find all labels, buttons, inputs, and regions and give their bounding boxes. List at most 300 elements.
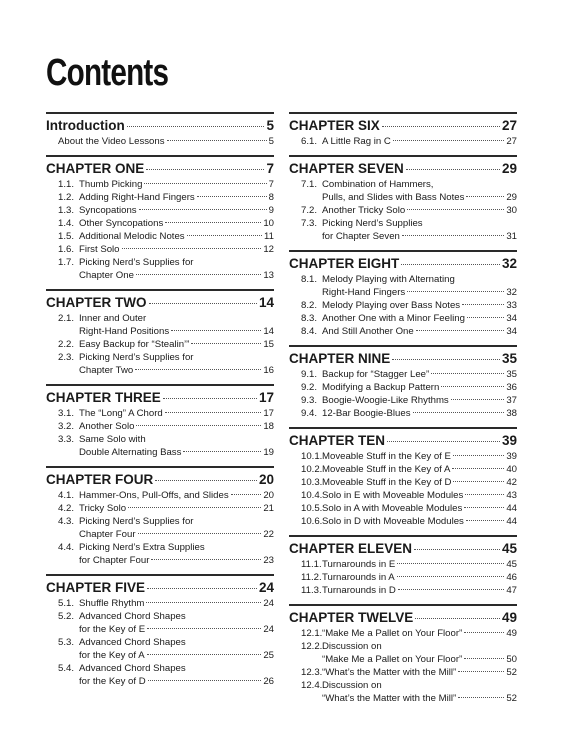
entry-number: 10.1.	[301, 451, 323, 462]
dot-leader	[165, 412, 262, 413]
entry-title: Pulls, and Slides with Bass Notes	[322, 192, 465, 203]
entry-title: Advanced Chord Shapes	[79, 611, 186, 622]
toc-entry[interactable]	[46, 623, 274, 636]
chapter-heading[interactable]	[289, 540, 517, 557]
entry-title: Combination of Hammers,	[322, 179, 434, 190]
toc-entry[interactable]	[289, 273, 517, 286]
toc-section	[46, 112, 274, 148]
entry-number: 3.3.	[58, 434, 75, 445]
entry-number: 2.1.	[58, 313, 75, 324]
entry-number: 8.1.	[301, 274, 318, 285]
toc-entry[interactable]	[46, 217, 274, 230]
entry-title: “What’s the Matter with the Mill”	[322, 693, 457, 704]
entry-page-number: 52	[506, 693, 517, 704]
entry-title: First Solo	[79, 244, 120, 255]
entry-title: Adding Right-Hand Fingers	[79, 192, 195, 203]
dot-leader	[135, 369, 261, 370]
entry-page-number: 15	[263, 339, 274, 350]
dot-leader	[462, 304, 504, 305]
entry-page-number: 50	[506, 654, 517, 665]
toc-section	[289, 427, 517, 528]
toc-entry[interactable]	[46, 675, 274, 688]
dot-leader	[139, 209, 267, 210]
toc-entry[interactable]	[46, 662, 274, 675]
entry-page-number: 5	[268, 136, 274, 147]
entry-page-number: 30	[506, 205, 517, 216]
dot-leader	[458, 697, 504, 698]
dot-leader	[147, 588, 257, 589]
entry-page-number: 40	[506, 464, 517, 475]
entry-number: 10.6.	[301, 516, 323, 527]
entry-number: 7.1.	[301, 179, 318, 190]
dot-leader	[453, 481, 504, 482]
toc-entry[interactable]	[46, 230, 274, 243]
toc-entry[interactable]	[46, 312, 274, 325]
entry-title: Another One with a Minor Feeling	[322, 313, 465, 324]
entry-page-number: 17	[263, 408, 274, 419]
entry-page-number: 37	[506, 395, 517, 406]
dot-leader	[146, 602, 261, 603]
entry-title: Shuffle Rhythm	[79, 598, 145, 609]
toc-entry[interactable]	[289, 584, 517, 597]
entry-page-number: 31	[506, 231, 517, 242]
entry-title: Turnarounds in D	[322, 585, 396, 596]
entry-title: for the Key of E	[79, 624, 146, 635]
toc-entry[interactable]	[289, 653, 517, 666]
chapter-title: CHAPTER TWELVE	[289, 610, 414, 625]
entry-number: 11.3.	[301, 585, 322, 596]
entry-page-number: 9	[268, 205, 274, 216]
toc-entry[interactable]	[46, 243, 274, 256]
entry-page-number: 11	[264, 231, 274, 242]
entry-page-number: 19	[263, 447, 274, 458]
chapter-heading[interactable]	[289, 255, 517, 272]
toc-entry[interactable]	[289, 230, 517, 243]
entry-title: for Chapter Seven	[322, 231, 400, 242]
entry-page-number: 47	[506, 585, 517, 596]
entry-title: Picking Nerd’s Extra Supplies	[79, 542, 205, 553]
entry-page-number: 52	[506, 667, 517, 678]
entry-page-number: 18	[263, 421, 274, 432]
dot-leader	[397, 563, 504, 564]
dot-leader	[464, 658, 504, 659]
entry-number: 3.1.	[58, 408, 75, 419]
entry-title: A Little Rag in C	[322, 136, 391, 147]
chapter-page-number: 27	[501, 118, 517, 133]
dot-leader	[464, 632, 504, 633]
dot-leader	[466, 520, 504, 521]
entry-title: The “Long” A Chord	[79, 408, 163, 419]
entry-page-number: 45	[506, 559, 517, 570]
chapter-page-number: 17	[258, 390, 274, 405]
entry-title: Boogie-Woogie-Like Rhythms	[322, 395, 449, 406]
dot-leader	[393, 140, 505, 141]
dot-leader	[165, 222, 261, 223]
toc-entry[interactable]	[289, 502, 517, 515]
entry-number: 1.7.	[58, 257, 75, 268]
toc-entry[interactable]	[46, 541, 274, 554]
chapter-page-number: 49	[501, 610, 517, 625]
entry-number: 4.2.	[58, 503, 75, 514]
entry-page-number: 7	[268, 179, 274, 190]
entry-number: 9.3.	[301, 395, 318, 406]
dot-leader	[128, 507, 261, 508]
dot-leader	[397, 576, 505, 577]
entry-title: Hammer-Ons, Pull-Offs, and Slides	[79, 490, 229, 501]
entry-title: Inner and Outer	[79, 313, 147, 324]
entry-title: Moveable Stuff in the Key of A	[322, 464, 451, 475]
dot-leader	[413, 412, 505, 413]
chapter-heading[interactable]	[289, 117, 517, 134]
chapter-title: CHAPTER SEVEN	[289, 161, 404, 176]
dot-leader	[148, 680, 262, 681]
entry-title: Right-Hand Fingers	[322, 287, 406, 298]
toc-entry[interactable]	[46, 191, 274, 204]
toc-entry[interactable]	[289, 299, 517, 312]
toc-entry[interactable]	[289, 463, 517, 476]
dot-leader	[138, 533, 262, 534]
entry-title: Solo in E with Moveable Modules	[322, 490, 464, 501]
entry-title: Another Tricky Solo	[322, 205, 406, 216]
entry-title: Thumb Picking	[79, 179, 143, 190]
entry-title: Modifying a Backup Pattern	[322, 382, 440, 393]
chapter-title: CHAPTER TEN	[289, 433, 386, 448]
chapter-page-number: 7	[266, 161, 274, 176]
chapter-page-number: 20	[258, 472, 274, 487]
chapter-title: CHAPTER NINE	[289, 351, 391, 366]
toc-entry[interactable]	[289, 381, 517, 394]
toc-entry[interactable]	[289, 191, 517, 204]
entry-number: 3.2.	[58, 421, 75, 432]
entry-title: Advanced Chord Shapes	[79, 663, 186, 674]
entry-title: “Make Me a Pallet on Your Floor”	[322, 628, 463, 639]
chapter-heading[interactable]	[46, 160, 274, 177]
toc-entry[interactable]	[289, 489, 517, 502]
entry-number: 5.1.	[58, 598, 75, 609]
toc-section	[289, 345, 517, 420]
entry-number: 12.1.	[301, 628, 323, 639]
toc-entry[interactable]	[289, 476, 517, 489]
chapter-title: CHAPTER EIGHT	[289, 256, 400, 271]
entry-page-number: 44	[506, 516, 517, 527]
dot-leader	[167, 140, 267, 141]
toc-entry[interactable]	[46, 489, 274, 502]
entry-number: 7.3.	[301, 218, 318, 229]
chapter-heading[interactable]	[46, 294, 274, 311]
entry-title: Right-Hand Positions	[79, 326, 170, 337]
entry-page-number: 49	[506, 628, 517, 639]
chapter-title: Introduction	[46, 118, 125, 133]
dot-leader	[163, 398, 257, 399]
dot-leader	[151, 559, 261, 560]
dot-leader	[187, 235, 262, 236]
entry-page-number: 14	[263, 326, 274, 337]
toc-entry[interactable]	[289, 394, 517, 407]
entry-page-number: 21	[263, 503, 274, 514]
chapter-title: CHAPTER TWO	[46, 295, 147, 310]
entry-page-number: 43	[506, 490, 517, 501]
dot-leader	[453, 455, 504, 456]
chapter-page-number: 14	[258, 295, 274, 310]
entry-title: 12-Bar Boogie-Blues	[322, 408, 411, 419]
entry-title: Chapter Two	[79, 365, 134, 376]
dot-leader	[191, 343, 261, 344]
dot-leader	[464, 507, 504, 508]
entry-title: Discussion on	[322, 680, 382, 691]
entry-page-number: 27	[506, 136, 517, 147]
chapter-title: CHAPTER FOUR	[46, 472, 154, 487]
entry-title: Picking Nerd’s Supplies for	[79, 516, 194, 527]
dot-leader	[401, 264, 500, 265]
entry-number: 10.4.	[301, 490, 323, 501]
toc-entry[interactable]	[46, 338, 274, 351]
entry-number: 1.3.	[58, 205, 75, 216]
toc-section	[289, 155, 517, 243]
dot-leader	[416, 330, 505, 331]
toc-right-column	[289, 112, 517, 705]
entry-number: 8.2.	[301, 300, 318, 311]
entry-page-number: 26	[263, 676, 274, 687]
entry-number: 5.4.	[58, 663, 75, 674]
entry-number: 2.2.	[58, 339, 75, 350]
entry-number: 9.4.	[301, 408, 318, 419]
entry-number: 8.3.	[301, 313, 318, 324]
entry-title: About the Video Lessons	[58, 136, 165, 147]
toc-entry[interactable]	[289, 286, 517, 299]
toc-entry[interactable]	[289, 666, 517, 679]
entry-page-number: 20	[263, 490, 274, 501]
toc-section	[289, 112, 517, 148]
dot-leader	[231, 494, 262, 495]
dot-leader	[144, 183, 266, 184]
dot-leader	[127, 126, 265, 127]
toc-entry[interactable]	[46, 554, 274, 567]
entry-number: 1.6.	[58, 244, 75, 255]
toc-entry[interactable]	[46, 256, 274, 269]
toc-entry[interactable]	[46, 178, 274, 191]
entry-number: 10.3.	[301, 477, 323, 488]
entry-title: And Still Another One	[322, 326, 414, 337]
toc-entry[interactable]	[46, 433, 274, 446]
toc-entry[interactable]	[46, 204, 274, 217]
entry-page-number: 34	[506, 313, 517, 324]
toc-entry[interactable]	[46, 610, 274, 623]
entry-title: Double Alternating Bass	[79, 447, 182, 458]
chapter-title: CHAPTER ELEVEN	[289, 541, 413, 556]
entry-title: Discussion on	[322, 641, 382, 652]
chapter-heading[interactable]	[46, 471, 274, 488]
chapter-heading[interactable]	[289, 350, 517, 367]
entry-page-number: 36	[506, 382, 517, 393]
toc-section	[289, 604, 517, 705]
toc-entry[interactable]	[46, 597, 274, 610]
dot-leader	[407, 291, 504, 292]
toc-entry[interactable]	[46, 351, 274, 364]
page-title: Contents	[46, 52, 169, 94]
dot-leader	[415, 618, 500, 619]
toc-entry[interactable]	[46, 502, 274, 515]
entry-page-number: 42	[506, 477, 517, 488]
chapter-heading[interactable]	[46, 117, 274, 134]
toc-entry[interactable]	[46, 515, 274, 528]
toc-entry[interactable]	[46, 325, 274, 338]
dot-leader	[387, 441, 500, 442]
toc-entry[interactable]	[46, 420, 274, 433]
entry-page-number: 34	[506, 326, 517, 337]
dot-leader	[441, 386, 504, 387]
entry-number: 11.1.	[301, 559, 322, 570]
chapter-heading[interactable]	[46, 579, 274, 596]
toc-entry[interactable]	[46, 135, 274, 148]
toc-entry[interactable]	[289, 407, 517, 420]
chapter-page-number: 45	[501, 541, 517, 556]
entry-page-number: 29	[506, 192, 517, 203]
dot-leader	[146, 169, 264, 170]
entry-title: for the Key of A	[79, 650, 145, 661]
toc-entry[interactable]	[289, 368, 517, 381]
toc-entry[interactable]	[46, 364, 274, 377]
dot-leader	[458, 671, 504, 672]
entry-title: “Make Me a Pallet on Your Floor”	[322, 654, 463, 665]
toc-section	[46, 466, 274, 567]
dot-leader	[122, 248, 262, 249]
entry-title: Advanced Chord Shapes	[79, 637, 186, 648]
entry-number: 1.5.	[58, 231, 75, 242]
entry-page-number: 39	[506, 451, 517, 462]
entry-page-number: 10	[263, 218, 274, 229]
toc-entry[interactable]	[289, 204, 517, 217]
entry-page-number: 46	[506, 572, 517, 583]
chapter-page-number: 5	[266, 118, 274, 133]
chapter-page-number: 35	[501, 351, 517, 366]
chapter-page-number: 29	[501, 161, 517, 176]
toc-entry[interactable]	[289, 558, 517, 571]
dot-leader	[466, 196, 504, 197]
chapter-title: CHAPTER THREE	[46, 390, 161, 405]
entry-title: Backup for “Stagger Lee”	[322, 369, 430, 380]
dot-leader	[398, 589, 505, 590]
chapter-heading[interactable]	[46, 389, 274, 406]
toc-left-column	[46, 112, 274, 688]
toc-section	[289, 535, 517, 597]
toc-entry[interactable]	[289, 627, 517, 640]
toc-entry[interactable]	[46, 407, 274, 420]
toc-entry[interactable]	[46, 636, 274, 649]
entry-title: Turnarounds in A	[322, 572, 395, 583]
entry-number: 4.4.	[58, 542, 75, 553]
dot-leader	[407, 209, 504, 210]
entry-page-number: 44	[506, 503, 517, 514]
dot-leader	[147, 654, 262, 655]
dot-leader	[467, 317, 504, 318]
entry-page-number: 38	[506, 408, 517, 419]
entry-number: 7.2.	[301, 205, 318, 216]
dot-leader	[452, 468, 504, 469]
chapter-heading[interactable]	[289, 609, 517, 626]
entry-title: for the Key of D	[79, 676, 146, 687]
dot-leader	[136, 425, 261, 426]
dot-leader	[392, 359, 500, 360]
entry-number: 5.2.	[58, 611, 75, 622]
chapter-title: CHAPTER FIVE	[46, 580, 146, 595]
toc-entry[interactable]	[289, 217, 517, 230]
entry-number: 9.2.	[301, 382, 318, 393]
toc-entry[interactable]	[289, 640, 517, 653]
entry-number: 12.2.	[301, 641, 323, 652]
entry-title: Another Solo	[79, 421, 135, 432]
chapter-heading[interactable]	[289, 432, 517, 449]
dot-leader	[197, 196, 267, 197]
dot-leader	[382, 126, 500, 127]
entry-page-number: 12	[263, 244, 274, 255]
toc-entry[interactable]	[289, 515, 517, 528]
toc-section	[46, 384, 274, 459]
chapter-page-number: 32	[501, 256, 517, 271]
toc-entry[interactable]	[289, 571, 517, 584]
entry-page-number: 16	[263, 365, 274, 376]
entry-number: 5.3.	[58, 637, 75, 648]
entry-title: Solo in A with Moveable Modules	[322, 503, 463, 514]
entry-page-number: 8	[268, 192, 274, 203]
entry-title: Syncopations	[79, 205, 137, 216]
entry-title: “What’s the Matter with the Mill”	[322, 667, 457, 678]
entry-number: 12.3.	[301, 667, 323, 678]
toc-entry[interactable]	[289, 692, 517, 705]
entry-number: 1.2.	[58, 192, 75, 203]
toc-entry[interactable]	[46, 446, 274, 459]
chapter-title: CHAPTER SIX	[289, 118, 380, 133]
toc-section	[46, 155, 274, 282]
toc-entry[interactable]	[289, 450, 517, 463]
entry-page-number: 25	[263, 650, 274, 661]
entry-page-number: 13	[263, 270, 274, 281]
entry-title: Chapter One	[79, 270, 134, 281]
toc-entry[interactable]	[289, 325, 517, 338]
entry-title: Additional Melodic Notes	[79, 231, 185, 242]
toc-entry[interactable]	[289, 312, 517, 325]
entry-page-number: 23	[263, 555, 274, 566]
entry-page-number: 33	[506, 300, 517, 311]
chapter-page-number: 24	[258, 580, 274, 595]
entry-title: Picking Nerd’s Supplies for	[79, 352, 194, 363]
entry-page-number: 32	[506, 287, 517, 298]
toc-entry[interactable]	[289, 679, 517, 692]
dot-leader	[402, 235, 504, 236]
dot-leader	[414, 549, 500, 550]
dot-leader	[147, 628, 261, 629]
entry-number: 9.1.	[301, 369, 318, 380]
toc-entry[interactable]	[289, 178, 517, 191]
entry-number: 4.1.	[58, 490, 75, 501]
dot-leader	[183, 451, 261, 452]
dot-leader	[149, 303, 257, 304]
entry-number: 10.2.	[301, 464, 323, 475]
entry-title: Same Solo with	[79, 434, 146, 445]
entry-number: 4.3.	[58, 516, 75, 527]
entry-title: Easy Backup for “Stealin’”	[79, 339, 190, 350]
entry-number: 10.5.	[301, 503, 323, 514]
entry-number: 1.4.	[58, 218, 75, 229]
toc-entry[interactable]	[46, 269, 274, 282]
toc-entry[interactable]	[289, 135, 517, 148]
dot-leader	[451, 399, 505, 400]
toc-entry[interactable]	[46, 528, 274, 541]
chapter-heading[interactable]	[289, 160, 517, 177]
toc-entry[interactable]	[46, 649, 274, 662]
entry-number: 12.4.	[301, 680, 323, 691]
entry-page-number: 24	[263, 624, 274, 635]
entry-title: Chapter Four	[79, 529, 136, 540]
